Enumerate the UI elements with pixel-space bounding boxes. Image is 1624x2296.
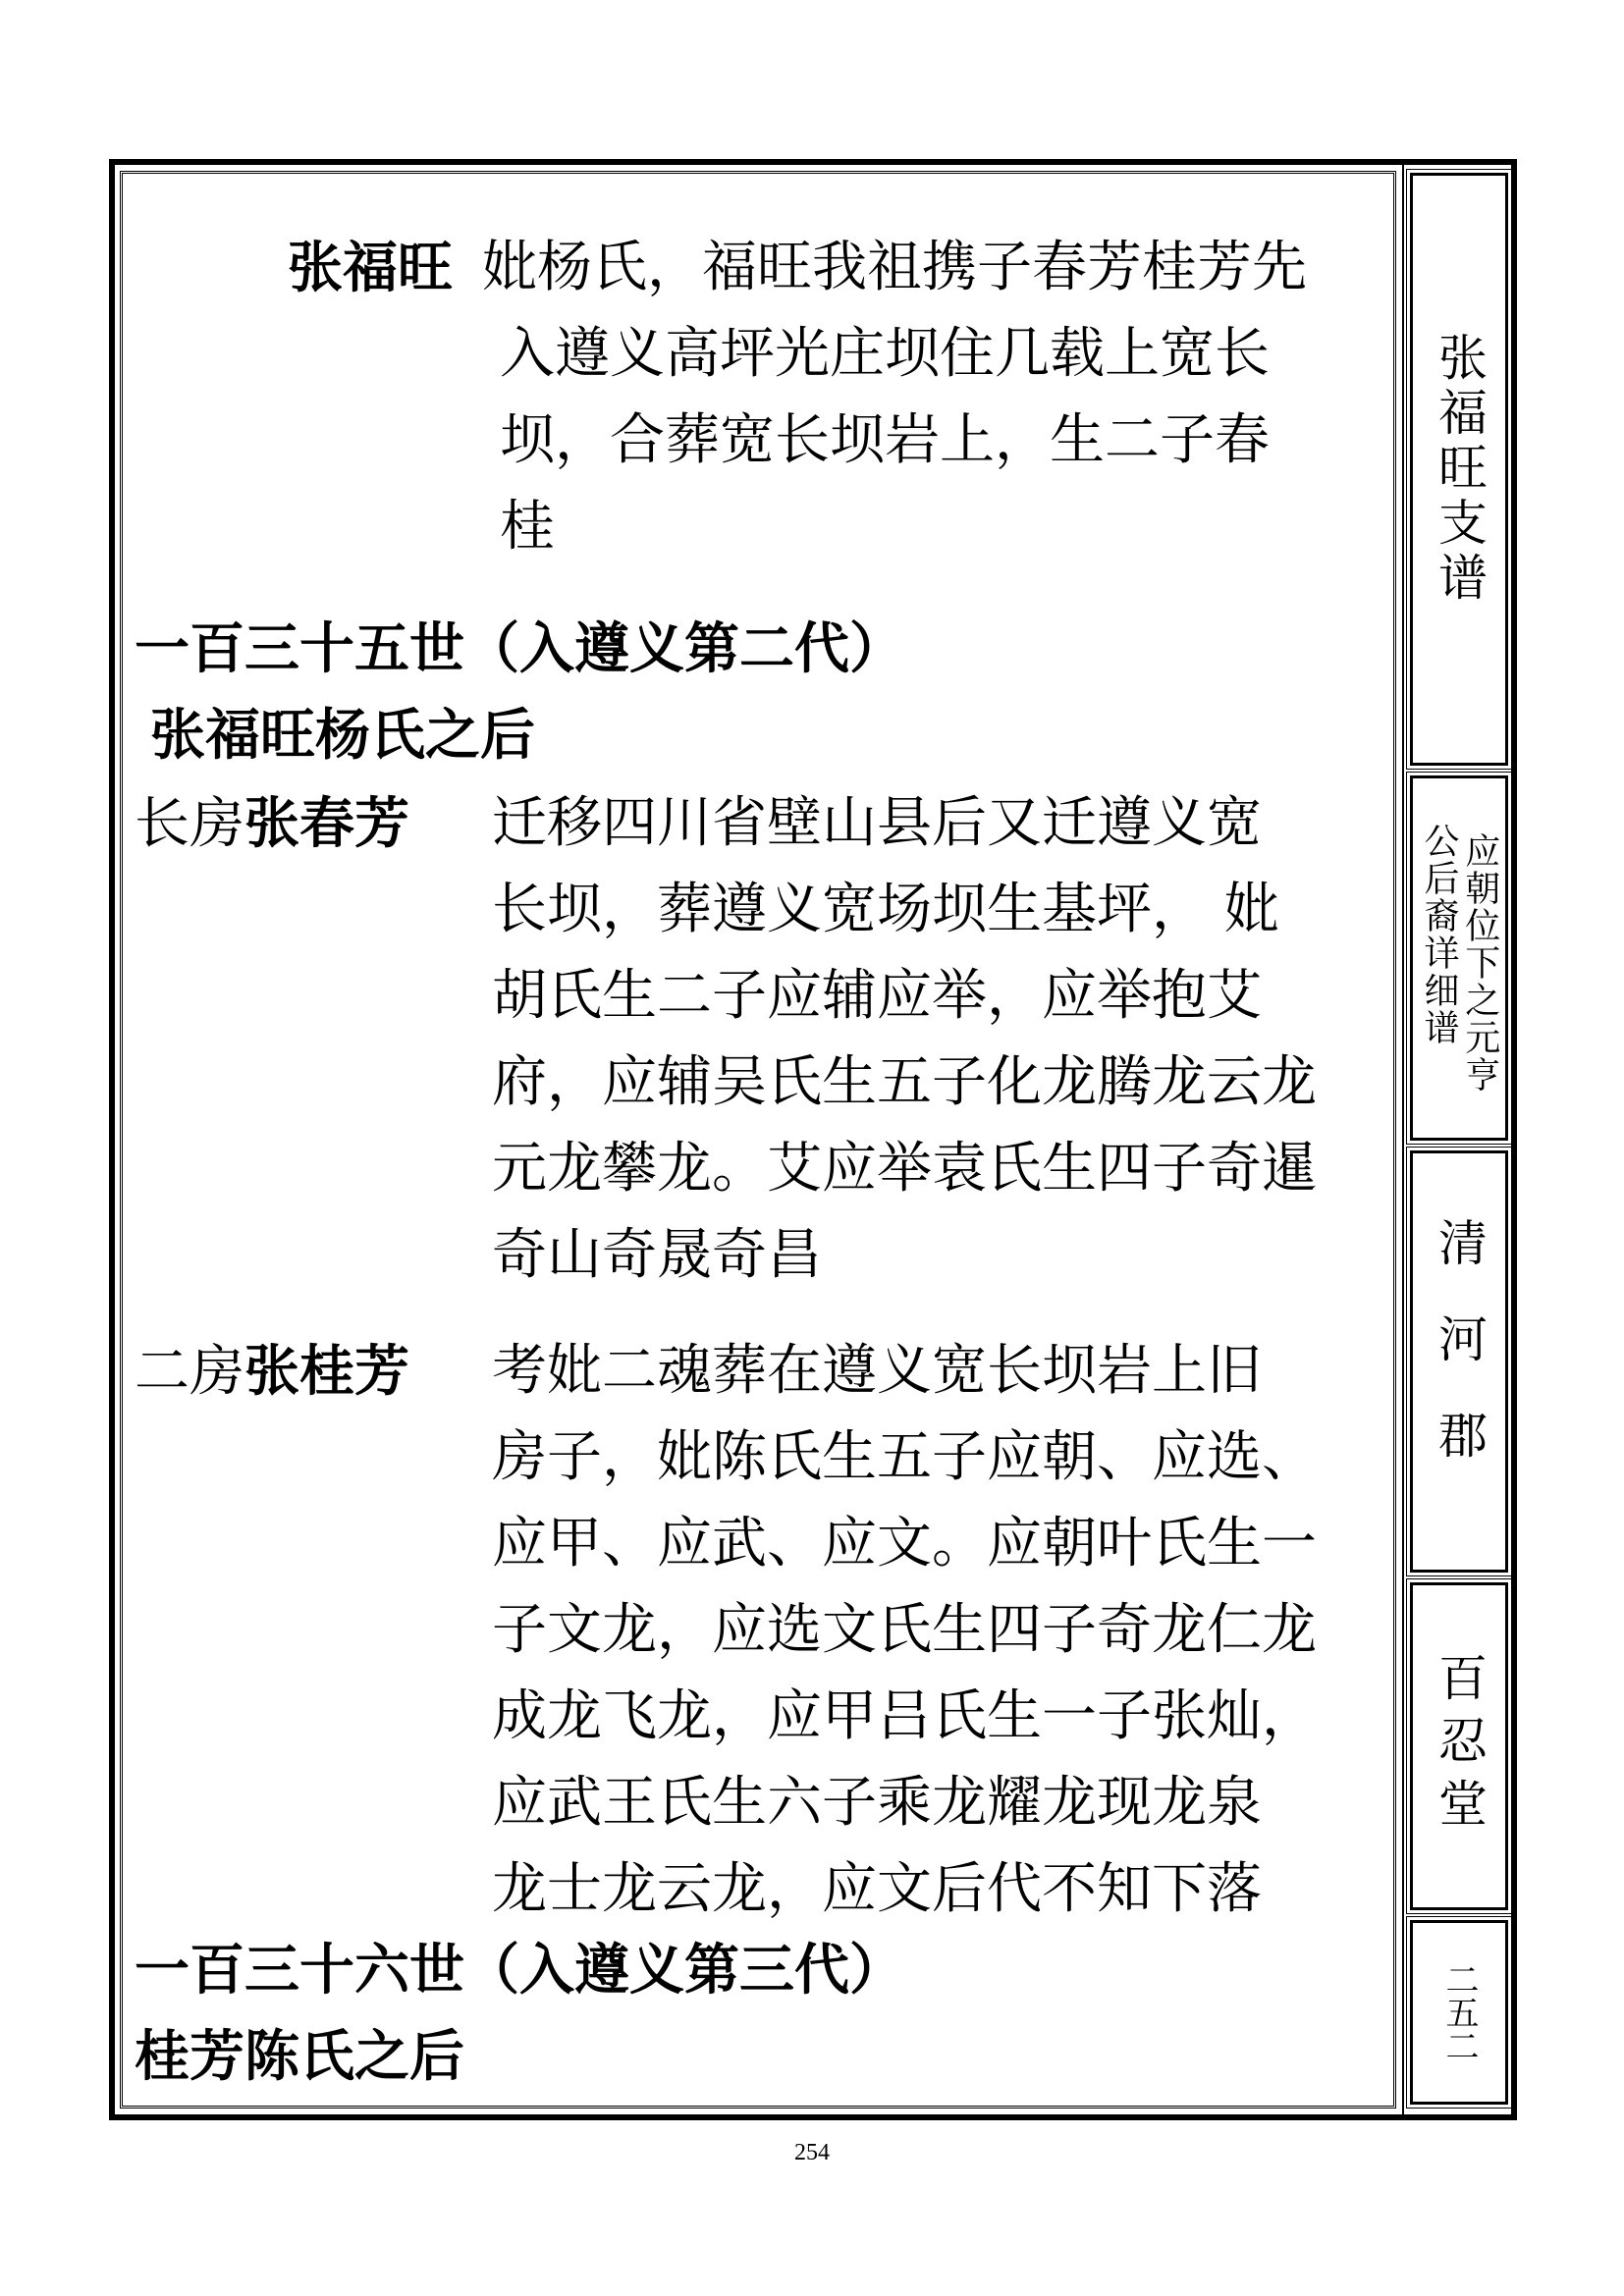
sidebar-hall-cell (1410, 1582, 1508, 1910)
entry-label (135, 780, 409, 868)
lineage-subheading: 桂芳陈氏之后 (135, 2024, 464, 2089)
lineage-subheading: 张福旺杨氏之后 (150, 703, 535, 768)
sidebar-subtitle-cell (1410, 775, 1508, 1141)
entry-line: 应武王氏生六子乘龙耀龙现龙泉 (492, 1771, 1262, 1835)
entry-line: 桂 (500, 495, 555, 559)
sidebar-page-cell (1410, 1920, 1508, 2105)
entry-body (492, 780, 1374, 1299)
entry-body (482, 225, 1374, 570)
entry-line: 房子，妣陈氏生五子应朝、应选、 (492, 1425, 1317, 1489)
entry-prefix: 二房 (135, 1340, 244, 1404)
entry-name: 张桂芳 (244, 1339, 409, 1404)
entry-name: 张春芳 (244, 791, 409, 856)
entry-line: 妣杨氏，福旺我祖携子春芳桂芳先 (482, 236, 1307, 299)
entry-line: 考妣二魂葬在遵义宽长坝岩上旧 (492, 1339, 1262, 1403)
sidebar-place-cell (1410, 1150, 1508, 1573)
genealogy-title: 张福旺支谱 (1431, 332, 1488, 607)
main-text-panel (120, 171, 1396, 2109)
entry-guifang (135, 1328, 1374, 1933)
entry-line: 长坝，葬遵义宽场坝生基坪， 妣 (492, 878, 1279, 941)
generation-heading: 一百三十六世（入遵义第三代） (135, 1938, 904, 2002)
sidebar-title-cell (1410, 173, 1508, 766)
entry-chunfang (135, 780, 1374, 1299)
entry-line: 胡氏生二子应辅应举，应举抱艾 (492, 964, 1262, 1028)
clan-place: 清河郡 (1431, 1217, 1488, 1506)
entry-line: 元龙攀龙。艾应举袁氏生四子奇暹 (492, 1137, 1317, 1201)
entry-line: 坝，合葬宽长坝岩上，生二子春 (500, 408, 1270, 472)
entry-line: 成龙飞龙，应甲吕氏生一子张灿， (492, 1684, 1317, 1748)
page-number: 254 (794, 2140, 830, 2165)
entry-fuwang (142, 225, 1374, 570)
page-number-chinese: 二五二 (1439, 1962, 1479, 2062)
entry-line: 迁移四川省壁山县后又迁遵义宽 (492, 791, 1262, 855)
entry-line: 府，应辅吴氏生五子化龙腾龙云龙 (492, 1050, 1317, 1114)
entry-line: 奇山奇晟奇昌 (492, 1223, 822, 1287)
main-text-area (135, 174, 1374, 2106)
entry-name: 张福旺 (288, 236, 453, 300)
entry-label (135, 1328, 409, 1415)
hall-name: 百忍堂 (1431, 1652, 1488, 1841)
subtitle-column: 公后裔详细谱 (1419, 823, 1459, 1046)
entry-line: 子文龙，应选文氏生四子奇龙仁龙 (492, 1598, 1317, 1662)
entry-line: 应甲、应武、应文。应朝叶氏生一 (492, 1512, 1317, 1575)
entry-line: 龙士龙云龙，应文后代不知下落 (492, 1857, 1262, 1921)
entry-body (492, 1328, 1374, 1933)
subtitle-column: 应朝位下之元亨 (1459, 832, 1500, 1094)
generation-heading: 一百三十五世（入遵义第二代） (135, 616, 904, 681)
entry-line: 入遵义高坪光庄坝住几载上宽长 (500, 322, 1270, 386)
entry-prefix: 长房 (135, 792, 244, 856)
